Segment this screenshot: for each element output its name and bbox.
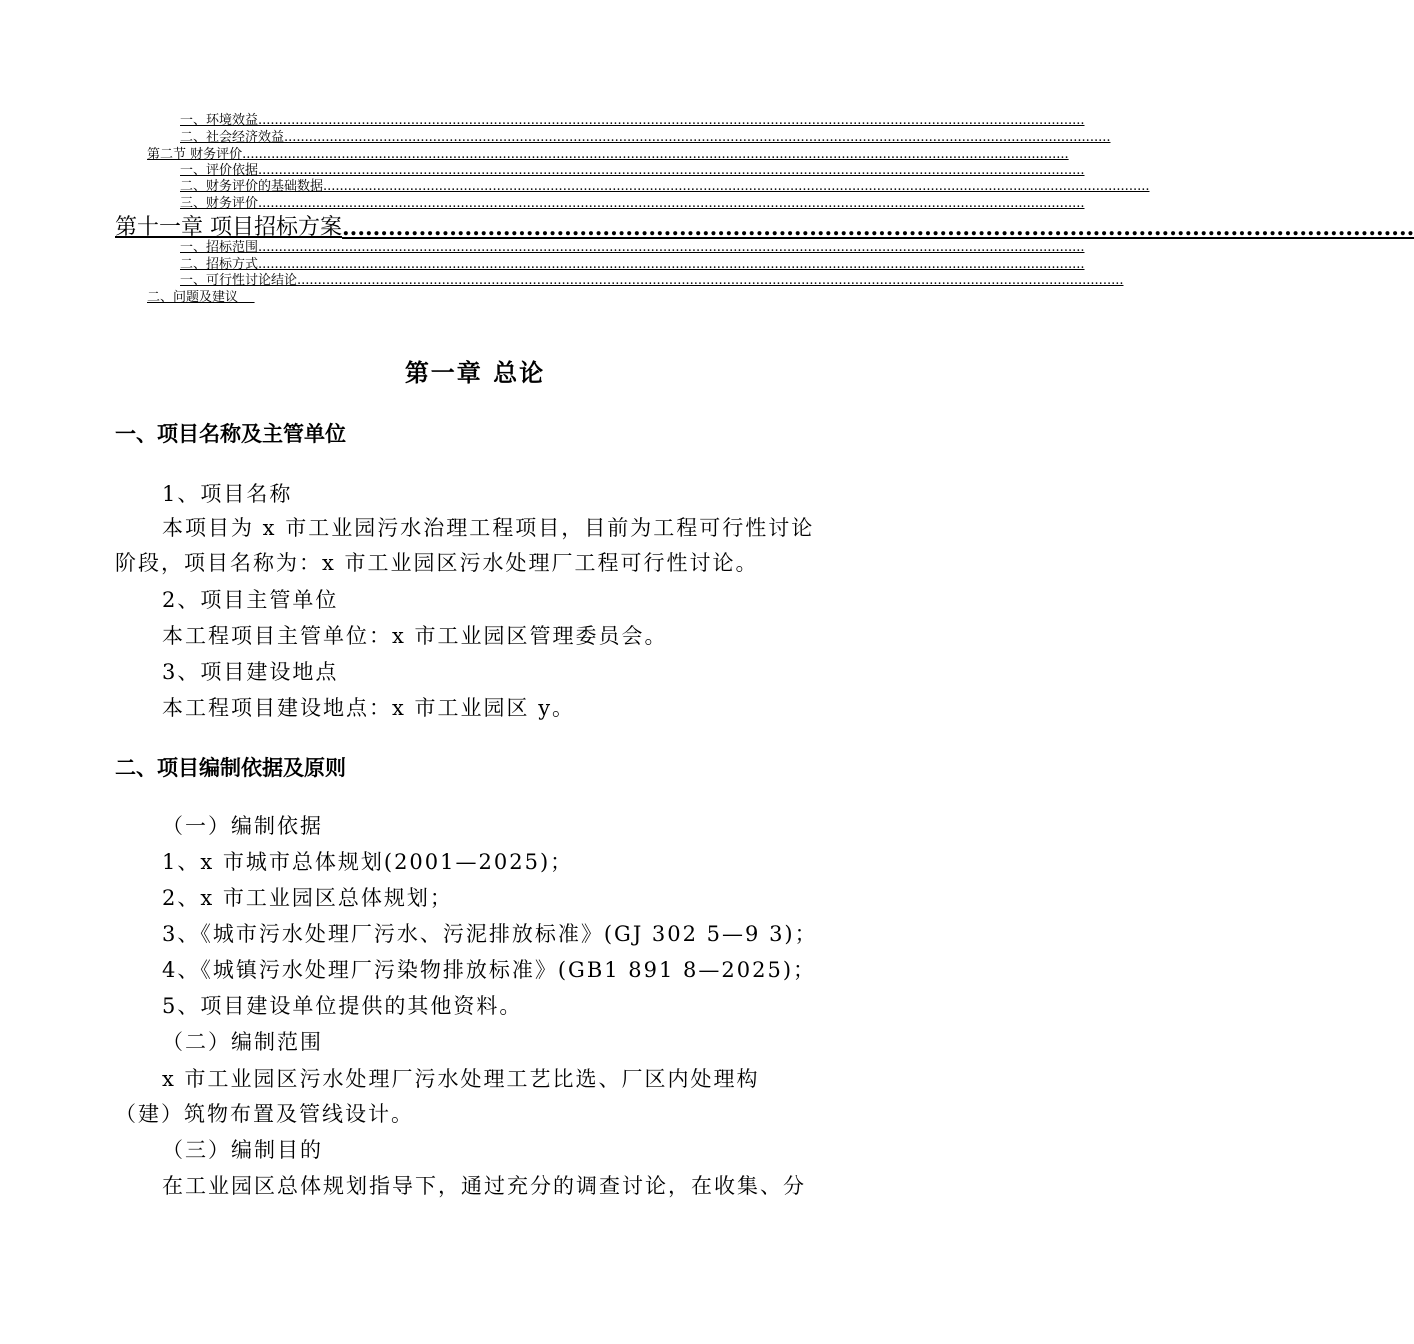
- toc-leader-dots: ........................................................................................................................................................................................................: [297, 273, 1124, 288]
- toc-entry-label: 一、环境效益: [180, 113, 259, 128]
- toc-entry-label: 二、问题及建议: [147, 290, 239, 305]
- toc-leader-dots: ........................................................................................................................................................................................................: [258, 113, 1085, 128]
- toc-entry-label: 二、招标方式: [180, 257, 259, 272]
- toc-entry-chapter[interactable]: [115, 215, 1414, 241]
- subheading: 2、项目主管单位: [162, 588, 339, 612]
- subheading: （一）编制依据: [162, 814, 323, 838]
- chapter-title: 第一章 总论: [404, 359, 546, 387]
- toc-entry[interactable]: [180, 163, 1085, 178]
- toc-entry[interactable]: [180, 240, 1085, 255]
- toc-leader-dots: ........................................................................................................................................................................................................: [258, 257, 1085, 272]
- list-item: 4、《城镇污水处理厂污染物排放标准》(GB1 891 8—2025)；: [162, 958, 817, 982]
- toc-leader-dots: ........................................................................................................................................................................................................: [323, 179, 1150, 194]
- toc-entry-label: 第二节 财务评价: [147, 147, 243, 162]
- paragraph-line: 在工业园区总体规划指导下，通过充分的调查讨论，在收集、分: [162, 1174, 806, 1198]
- toc-entry[interactable]: [180, 196, 1085, 211]
- section-heading: 二、项目编制依据及原则: [115, 756, 346, 780]
- paragraph-line: 本工程项目主管单位：x 市工业园区管理委员会。: [162, 624, 668, 648]
- list-item: 2、x 市工业园区总体规划；: [162, 886, 453, 910]
- toc-entry-label: 一、招标范围: [180, 240, 259, 255]
- subheading: （三）编制目的: [162, 1138, 323, 1162]
- toc-entry-label: 三、财务评价: [180, 196, 259, 211]
- subheading: （二）编制范围: [162, 1030, 323, 1054]
- toc-entry-label: 第十一章 项目招标方案: [115, 215, 342, 240]
- paragraph-line: 本项目为 x 市工业园污水治理工程项目，目前为工程可行性讨论: [162, 516, 815, 540]
- toc-entry[interactable]: [147, 291, 255, 305]
- toc-trailing-space: [238, 291, 255, 305]
- toc-entry-label: 一、评价依据: [180, 163, 259, 178]
- paragraph-line: 本工程项目建设地点：x 市工业园区 y。: [162, 696, 576, 720]
- toc-leader-dots: ........................................................................................................................................................................................................: [258, 163, 1085, 178]
- toc-entry[interactable]: [180, 273, 1124, 288]
- toc-entry[interactable]: [180, 113, 1085, 128]
- paragraph-line: （建）筑物布置及管线设计。: [115, 1102, 414, 1126]
- toc-entry[interactable]: [180, 179, 1150, 194]
- toc-entry[interactable]: [180, 257, 1085, 272]
- toc-entry-label: 二、财务评价的基础数据: [180, 179, 324, 194]
- paragraph-line: x 市工业园区污水处理厂污水处理工艺比选、厂区内处理构: [162, 1067, 760, 1091]
- toc-leader-dots: ........................................................................................................................................................................................................: [284, 130, 1111, 145]
- toc-entry[interactable]: [180, 130, 1111, 145]
- toc-entry-label: 一、可行性讨论结论: [180, 273, 298, 288]
- subheading: 3、项目建设地点: [162, 660, 339, 684]
- toc-leader-dots: ........................................................................................................................................................................................................: [258, 240, 1085, 255]
- toc-leader-dots: ........................................................................................................................................................................................................: [242, 147, 1069, 162]
- toc-entry[interactable]: [147, 147, 1069, 162]
- subheading: 1、项目名称: [162, 482, 293, 506]
- section-heading: 一、项目名称及主管单位: [115, 422, 346, 446]
- toc-leader-dots: ........................................................................................................................................................................................................: [258, 196, 1085, 211]
- paragraph-line: 阶段，项目名称为：x 市工业园区污水处理厂工程可行性讨论。: [115, 551, 759, 575]
- toc-leader-dots: ............................................................................................................................................: [342, 215, 1414, 241]
- list-item: 5、项目建设单位提供的其他资料。: [162, 994, 523, 1018]
- toc-entry-label: 二、社会经济效益: [180, 130, 285, 145]
- list-item: 3、《城市污水处理厂污水、污泥排放标准》(GJ 302 5—9 3)；: [162, 922, 818, 946]
- list-item: 1、x 市城市总体规划(2001—2025)；: [162, 850, 574, 874]
